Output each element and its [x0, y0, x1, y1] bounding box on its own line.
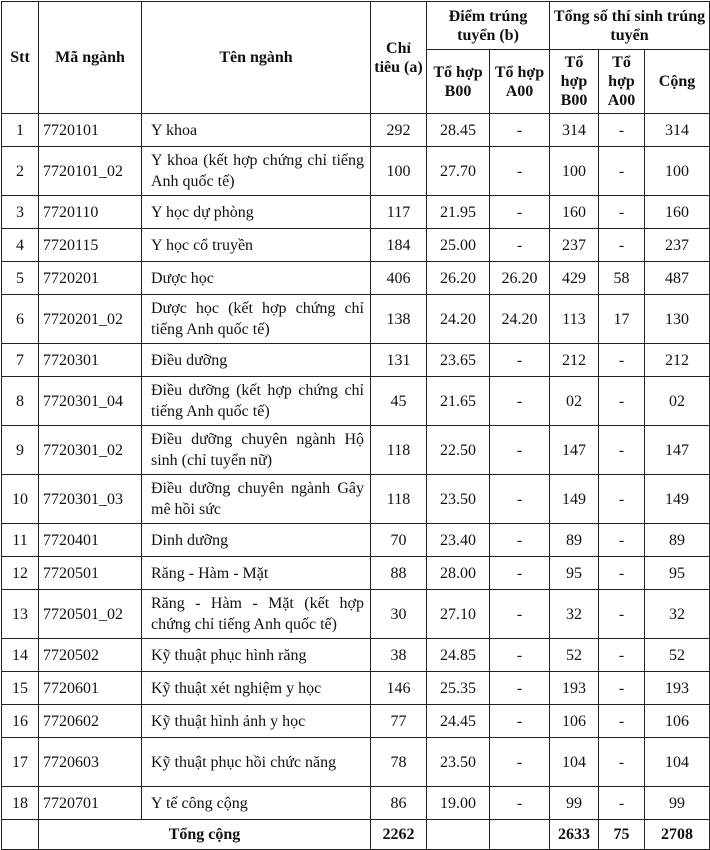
- cell-ten-nganh: Y khoa (kết hợp chứng chỉ tiếng Anh quốc tế): [142, 147, 371, 196]
- cell-stt: 2: [2, 147, 39, 196]
- cell-ts-b00: 237: [550, 229, 599, 262]
- cell-stt: 6: [2, 295, 39, 344]
- cell-ma-nganh: 7720603: [39, 738, 142, 787]
- cell-diem-b00: 23.50: [427, 738, 490, 787]
- cell-diem-b00: 26.20: [427, 262, 490, 295]
- cell-cong: 95: [645, 557, 710, 590]
- table-row: [2, 377, 710, 426]
- cell-diem-b00: 25.35: [427, 672, 490, 705]
- cell-ten-nganh: Y khoa: [142, 114, 371, 147]
- cell-diem-a00: -: [490, 557, 550, 590]
- cell-diem-a00: -: [490, 590, 550, 639]
- cell-cong: 487: [645, 262, 710, 295]
- cell-diem-b00: 23.50: [427, 475, 490, 524]
- cell-ma-nganh: 7720602: [39, 705, 142, 738]
- header-stt: Stt: [2, 2, 39, 114]
- cell-diem-b00: 24.85: [427, 639, 490, 672]
- table-footer: [2, 820, 710, 850]
- cell-ma-nganh: 7720201: [39, 262, 142, 295]
- cell-ts-b00: 02: [550, 377, 599, 426]
- cell-cong: 100: [645, 147, 710, 196]
- cell-chi-tieu: 45: [371, 377, 427, 426]
- cell-stt: 10: [2, 475, 39, 524]
- cell-cong: 52: [645, 639, 710, 672]
- cell-chi-tieu: 38: [371, 639, 427, 672]
- cell-diem-a00: -: [490, 426, 550, 475]
- cell-cong: 130: [645, 295, 710, 344]
- cell-ts-a00: -: [599, 672, 645, 705]
- cell-ts-b00: 99: [550, 787, 599, 820]
- cell-diem-a00: -: [490, 114, 550, 147]
- cell-cong: 160: [645, 196, 710, 229]
- cell-chi-tieu: 78: [371, 738, 427, 787]
- cell-ten-nganh: Dinh dưỡng: [142, 524, 371, 557]
- cell-diem-a00: -: [490, 639, 550, 672]
- cell-diem-b00: 19.00: [427, 787, 490, 820]
- cell-ma-nganh: 7720301_04: [39, 377, 142, 426]
- cell-diem-b00: 27.10: [427, 590, 490, 639]
- cell-cong: 149: [645, 475, 710, 524]
- cell-ten-nganh: Điều dưỡng chuyên ngành Gây mê hồi sức: [142, 475, 371, 524]
- cell-stt: 11: [2, 524, 39, 557]
- total-diem-b00-cell: [427, 820, 490, 850]
- cell-chi-tieu: 30: [371, 590, 427, 639]
- cell-diem-b00: 21.65: [427, 377, 490, 426]
- cell-cong: 32: [645, 590, 710, 639]
- cell-diem-b00: 23.65: [427, 344, 490, 377]
- cell-ts-a00: -: [599, 639, 645, 672]
- cell-chi-tieu: 292: [371, 114, 427, 147]
- cell-ma-nganh: 7720601: [39, 672, 142, 705]
- cell-ma-nganh: 7720301_02: [39, 426, 142, 475]
- total-row: [2, 820, 710, 850]
- cell-ts-b00: 314: [550, 114, 599, 147]
- total-stt-cell: [2, 820, 39, 850]
- cell-ts-b00: 104: [550, 738, 599, 787]
- cell-chi-tieu: 100: [371, 147, 427, 196]
- cell-ts-a00: -: [599, 787, 645, 820]
- cell-stt: 17: [2, 738, 39, 787]
- cell-ma-nganh: 7720301_03: [39, 475, 142, 524]
- cell-ts-b00: 100: [550, 147, 599, 196]
- cell-ts-b00: 193: [550, 672, 599, 705]
- cell-diem-a00: -: [490, 705, 550, 738]
- cell-chi-tieu: 118: [371, 426, 427, 475]
- cell-diem-a00: -: [490, 475, 550, 524]
- cell-diem-b00: 28.00: [427, 557, 490, 590]
- cell-cong: 89: [645, 524, 710, 557]
- cell-stt: 18: [2, 787, 39, 820]
- table-row: [2, 639, 710, 672]
- cell-chi-tieu: 118: [371, 475, 427, 524]
- cell-diem-a00: -: [490, 787, 550, 820]
- cell-stt: 9: [2, 426, 39, 475]
- cell-stt: 14: [2, 639, 39, 672]
- cell-ma-nganh: 7720401: [39, 524, 142, 557]
- table-row: [2, 426, 710, 475]
- table-row: [2, 705, 710, 738]
- cell-ten-nganh: Kỹ thuật xét nghiệm y học: [142, 672, 371, 705]
- cell-chi-tieu: 131: [371, 344, 427, 377]
- cell-stt: 7: [2, 344, 39, 377]
- cell-ts-b00: 52: [550, 639, 599, 672]
- cell-ts-a00: -: [599, 147, 645, 196]
- cell-diem-a00: -: [490, 524, 550, 557]
- cell-ts-a00: -: [599, 557, 645, 590]
- cell-ten-nganh: Y tế công cộng: [142, 787, 371, 820]
- cell-diem-b00: 24.20: [427, 295, 490, 344]
- cell-ts-a00: -: [599, 475, 645, 524]
- cell-chi-tieu: 70: [371, 524, 427, 557]
- header-diem-b00: Tổ hợp B00: [427, 50, 490, 114]
- cell-ts-a00: -: [599, 738, 645, 787]
- table-row: [2, 590, 710, 639]
- cell-ts-b00: 160: [550, 196, 599, 229]
- header-chi-tieu: Chỉ tiêu (a): [371, 2, 427, 114]
- cell-ts-b00: 113: [550, 295, 599, 344]
- header-cong: Cộng: [645, 50, 710, 114]
- cell-diem-a00: -: [490, 196, 550, 229]
- cell-ma-nganh: 7720301: [39, 344, 142, 377]
- cell-ts-a00: -: [599, 705, 645, 738]
- table-row: [2, 295, 710, 344]
- cell-ten-nganh: Điều dưỡng chuyên ngành Hộ sinh (chỉ tuyển nữ): [142, 426, 371, 475]
- cell-cong: 99: [645, 787, 710, 820]
- cell-ts-a00: -: [599, 426, 645, 475]
- cell-ts-b00: 95: [550, 557, 599, 590]
- header-ma-nganh: Mã ngành: [39, 2, 142, 114]
- cell-ten-nganh: Răng - Hàm - Mặt (kết hợp chứng chỉ tiếng Anh quốc tế): [142, 590, 371, 639]
- cell-cong: 106: [645, 705, 710, 738]
- cell-diem-a00: 24.20: [490, 295, 550, 344]
- cell-ts-a00: -: [599, 114, 645, 147]
- cell-ten-nganh: Kỹ thuật hình ảnh y học: [142, 705, 371, 738]
- admission-results-table: [1, 1, 710, 850]
- cell-ma-nganh: 7720101: [39, 114, 142, 147]
- header-diem-a00: Tổ hợp A00: [490, 50, 550, 114]
- header-ts-b00: Tổ hợp B00: [550, 50, 599, 114]
- cell-cong: 02: [645, 377, 710, 426]
- cell-ma-nganh: 7720115: [39, 229, 142, 262]
- cell-ma-nganh: 7720502: [39, 639, 142, 672]
- total-ts-b00: 2633: [550, 820, 599, 850]
- table-row: [2, 114, 710, 147]
- total-diem-a00-cell: [490, 820, 550, 850]
- cell-chi-tieu: 117: [371, 196, 427, 229]
- cell-cong: 147: [645, 426, 710, 475]
- cell-diem-b00: 23.40: [427, 524, 490, 557]
- cell-diem-b00: 27.70: [427, 147, 490, 196]
- cell-chi-tieu: 88: [371, 557, 427, 590]
- cell-ten-nganh: Răng - Hàm - Mặt: [142, 557, 371, 590]
- cell-diem-a00: -: [490, 147, 550, 196]
- cell-cong: 212: [645, 344, 710, 377]
- cell-stt: 16: [2, 705, 39, 738]
- cell-ts-b00: 212: [550, 344, 599, 377]
- cell-chi-tieu: 138: [371, 295, 427, 344]
- cell-stt: 4: [2, 229, 39, 262]
- cell-diem-b00: 25.00: [427, 229, 490, 262]
- cell-ten-nganh: Điều dưỡng (kết hợp chứng chỉ tiếng Anh quốc tế): [142, 377, 371, 426]
- cell-stt: 5: [2, 262, 39, 295]
- cell-ts-a00: -: [599, 524, 645, 557]
- table-row: [2, 738, 710, 787]
- cell-ts-b00: 429: [550, 262, 599, 295]
- cell-ts-b00: 106: [550, 705, 599, 738]
- table-row: [2, 262, 710, 295]
- cell-ma-nganh: 7720110: [39, 196, 142, 229]
- cell-chi-tieu: 406: [371, 262, 427, 295]
- cell-ma-nganh: 7720501: [39, 557, 142, 590]
- cell-cong: 237: [645, 229, 710, 262]
- total-ts-a00: 75: [599, 820, 645, 850]
- cell-ts-a00: -: [599, 377, 645, 426]
- cell-diem-a00: -: [490, 377, 550, 426]
- cell-diem-a00: -: [490, 344, 550, 377]
- cell-ten-nganh: Kỹ thuật phục hồi chức năng: [142, 738, 371, 787]
- cell-diem-a00: -: [490, 229, 550, 262]
- cell-stt: 8: [2, 377, 39, 426]
- cell-cong: 314: [645, 114, 710, 147]
- cell-cong: 104: [645, 738, 710, 787]
- cell-chi-tieu: 86: [371, 787, 427, 820]
- table-row: [2, 672, 710, 705]
- header-ten-nganh: Tên ngành: [142, 2, 371, 114]
- total-chi-tieu: 2262: [371, 820, 427, 850]
- table-row: [2, 229, 710, 262]
- cell-ma-nganh: 7720101_02: [39, 147, 142, 196]
- header-tong-so-thi-sinh: Tổng số thí sinh trúng tuyển: [550, 2, 710, 50]
- cell-ten-nganh: Kỹ thuật phục hình răng: [142, 639, 371, 672]
- cell-diem-b00: 21.95: [427, 196, 490, 229]
- cell-stt: 3: [2, 196, 39, 229]
- cell-ts-b00: 32: [550, 590, 599, 639]
- cell-ma-nganh: 7720201_02: [39, 295, 142, 344]
- cell-ts-a00: -: [599, 196, 645, 229]
- cell-chi-tieu: 184: [371, 229, 427, 262]
- cell-ts-b00: 89: [550, 524, 599, 557]
- cell-chi-tieu: 146: [371, 672, 427, 705]
- cell-ts-a00: -: [599, 344, 645, 377]
- table-row: [2, 524, 710, 557]
- cell-stt: 13: [2, 590, 39, 639]
- cell-diem-b00: 22.50: [427, 426, 490, 475]
- table-row: [2, 557, 710, 590]
- header-ts-a00: Tổ hợp A00: [599, 50, 645, 114]
- cell-ten-nganh: Dược học: [142, 262, 371, 295]
- cell-stt: 15: [2, 672, 39, 705]
- cell-ts-b00: 149: [550, 475, 599, 524]
- cell-ts-a00: -: [599, 590, 645, 639]
- total-cong: 2708: [645, 820, 710, 850]
- table-row: [2, 787, 710, 820]
- table-row: [2, 475, 710, 524]
- table-row: [2, 196, 710, 229]
- cell-chi-tieu: 77: [371, 705, 427, 738]
- cell-ten-nganh: Y học dự phòng: [142, 196, 371, 229]
- table-header: [2, 2, 710, 114]
- cell-stt: 12: [2, 557, 39, 590]
- cell-ts-a00: 58: [599, 262, 645, 295]
- cell-ten-nganh: Điều dưỡng: [142, 344, 371, 377]
- header-diem-trung-tuyen: Điểm trúng tuyển (b): [427, 2, 550, 50]
- table-row: [2, 344, 710, 377]
- cell-diem-b00: 28.45: [427, 114, 490, 147]
- table-row: [2, 147, 710, 196]
- cell-ten-nganh: Y học cổ truyền: [142, 229, 371, 262]
- cell-diem-a00: 26.20: [490, 262, 550, 295]
- cell-ts-b00: 147: [550, 426, 599, 475]
- cell-diem-b00: 24.45: [427, 705, 490, 738]
- cell-diem-a00: -: [490, 738, 550, 787]
- cell-diem-a00: -: [490, 672, 550, 705]
- cell-ma-nganh: 7720501_02: [39, 590, 142, 639]
- cell-cong: 193: [645, 672, 710, 705]
- table-body: [2, 114, 710, 820]
- cell-stt: 1: [2, 114, 39, 147]
- total-label: Tổng cộng: [39, 820, 371, 850]
- cell-ts-a00: 17: [599, 295, 645, 344]
- cell-ma-nganh: 7720701: [39, 787, 142, 820]
- cell-ts-a00: -: [599, 229, 645, 262]
- cell-ten-nganh: Dược học (kết hợp chứng chỉ tiếng Anh quốc tế): [142, 295, 371, 344]
